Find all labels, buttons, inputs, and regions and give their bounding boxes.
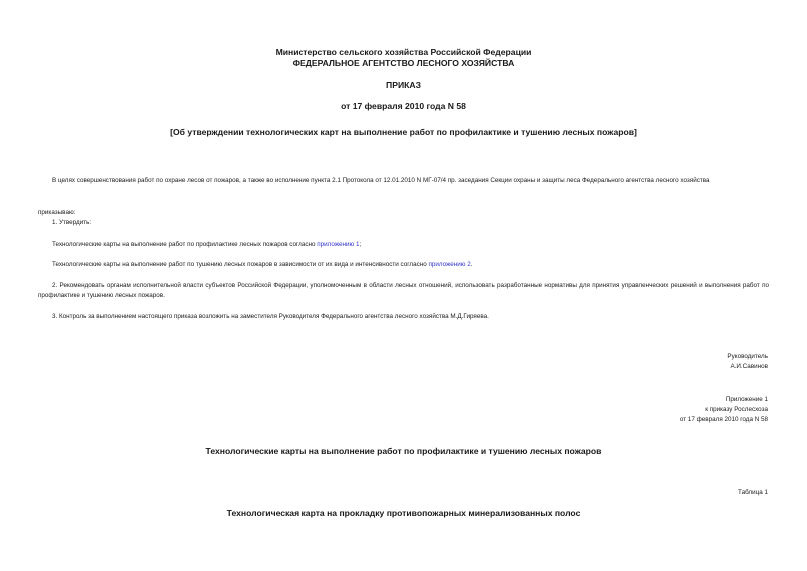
appendix-ref: к приказу Рослесхоза <box>705 406 768 413</box>
appendix-2-link[interactable]: приложению 2 <box>428 261 471 268</box>
item-1a-end: ; <box>359 241 362 248</box>
item-1a-text: Технологические карты на выполнение работ по профилактике лесных пожаров согласно <box>52 241 318 248</box>
table-label: Таблица 1 <box>738 489 768 496</box>
signature-name: А.И.Савинов <box>730 363 768 370</box>
item-2: 2. Рекомендовать органам исполнительной власти субъектов Российской Федерации, уполномоченным в области лесных отношений, использовать разработанные нормативы для принятия управленческих решений и выполнения работ по профилактике и тушению лесных пожаров. <box>38 282 769 299</box>
doc-title: [Об утверждении технологических карт на выполнение работ по профилактике и тушению лесных пожаров] <box>170 127 637 137</box>
appendix-label: Приложение 1 <box>725 396 768 403</box>
doc-type: ПРИКАЗ <box>386 80 421 90</box>
appendix-date: от 17 февраля 2010 года N 58 <box>679 416 768 423</box>
doc-date-number: от 17 февраля 2010 года N 58 <box>341 101 466 111</box>
appendix-heading: Технологические карты на выполнение работ по профилактике и тушению лесных пожаров <box>205 446 602 456</box>
item-1: 1. Утвердить: <box>52 219 92 226</box>
order-word: приказываю: <box>38 209 76 216</box>
signature-position: Руководитель <box>727 353 768 360</box>
ministry-name: Министерство сельского хозяйства Российской Федерации <box>275 47 532 57</box>
item-1a <box>38 240 769 250</box>
item-1b-end: . <box>470 261 473 268</box>
item-1b-text: Технологические карты на выполнение работ по тушению лесных пожаров в зависимости от их вида и интенсивности согласно <box>52 261 429 268</box>
item-1b <box>38 260 769 270</box>
appendix-1-link[interactable]: приложению 1 <box>317 241 360 248</box>
table-heading: Технологическая карта на прокладку противопожарных минерализованных полос <box>226 508 581 518</box>
preamble-paragraph: В целях совершенствования работ по охране лесов от пожаров, а также во исполнение пункта 2.1 Протокола от 12.01.2010 N МГ-07/4 пр. заседания Секции охраны и защиты леса Федерального агентства лесного хозяйства <box>52 177 710 184</box>
agency-name: ФЕДЕРАЛЬНОЕ АГЕНТСТВО ЛЕСНОГО ХОЗЯЙСТВА <box>292 58 515 68</box>
item-3: 3. Контроль за выполнением настоящего приказа возложить на заместителя Руководителя Федерального агентства лесного хозяйства М.Д.Гиряева. <box>52 313 489 320</box>
